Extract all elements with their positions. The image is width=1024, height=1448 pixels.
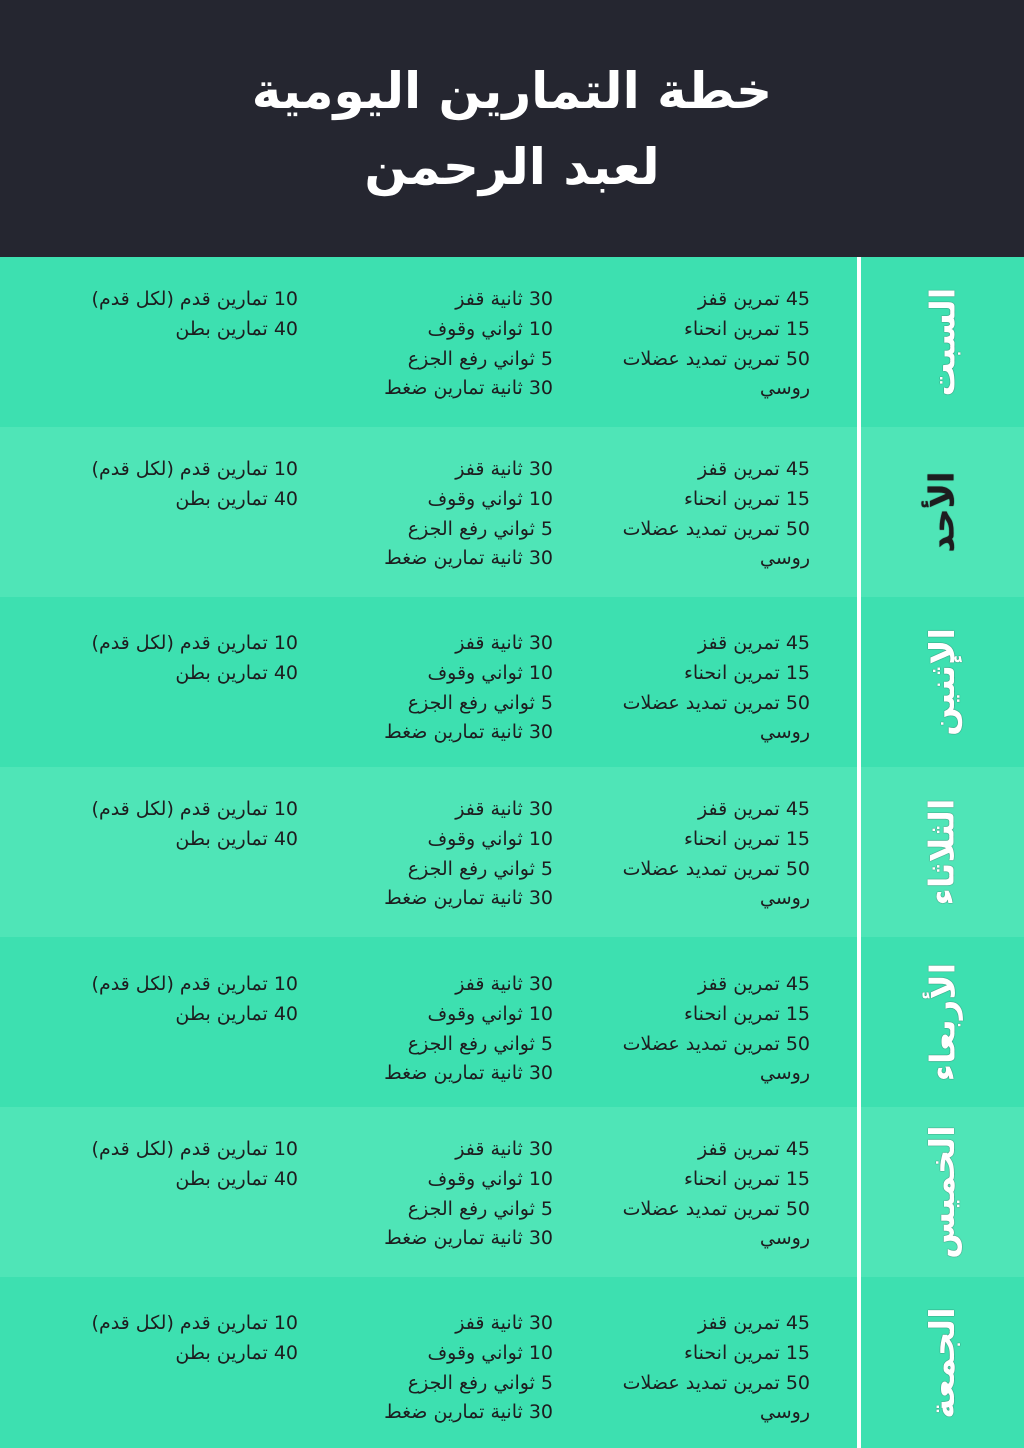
exercise-item: 30 ثانية تمارين ضغط <box>384 1062 553 1085</box>
day-label-saturday: السبت <box>922 287 963 397</box>
exercise-item: روسي <box>759 887 810 910</box>
exercise-column-3 <box>38 629 298 689</box>
exercise-column-1 <box>570 285 810 404</box>
exercise-item: 10 تمارين قدم (لكل قدم) <box>91 288 298 310</box>
exercise-column-1 <box>570 970 810 1089</box>
exercise-column-1 <box>570 455 810 574</box>
exercise-item: 40 تمارين بطن <box>175 1167 298 1190</box>
exercise-item: 10 ثواني وقوف <box>427 1341 553 1364</box>
exercise-item: 50 تمرين تمديد عضلات <box>622 1032 810 1055</box>
exercise-item: 50 تمرين تمديد عضلات <box>622 1371 810 1394</box>
exercise-item: 5 ثواني رفع الجزع <box>407 347 553 370</box>
day-row-wednesday <box>0 937 1024 1107</box>
exercise-item: 30 ثانية تمارين ضغط <box>384 721 553 744</box>
exercise-item: 45 تمرين قفز <box>698 288 810 310</box>
day-row-thursday <box>0 1107 1024 1277</box>
day-cell <box>862 937 1024 1107</box>
exercise-item: 50 تمرين تمديد عضلات <box>622 1197 810 1220</box>
exercise-item: 10 تمارين قدم (لكل قدم) <box>91 1138 298 1160</box>
exercise-item: 50 تمرين تمديد عضلات <box>622 347 810 370</box>
exercise-item: 50 تمرين تمديد عضلات <box>622 517 810 540</box>
exercise-column-2 <box>303 285 553 404</box>
exercise-item: روسي <box>759 547 810 570</box>
exercise-item: 50 تمرين تمديد عضلات <box>622 857 810 880</box>
exercise-item: 30 ثانية قفز <box>455 632 553 654</box>
exercise-item: 5 ثواني رفع الجزع <box>407 857 553 880</box>
exercise-item: 10 تمارين قدم (لكل قدم) <box>91 1312 298 1334</box>
day-row-saturday <box>0 257 1024 427</box>
exercise-item: 5 ثواني رفع الجزع <box>407 517 553 540</box>
page-title-line-2: لعبد الرحمن <box>364 137 660 196</box>
exercise-column-1 <box>570 795 810 914</box>
day-cell <box>862 257 1024 427</box>
exercise-column-1 <box>570 1135 810 1254</box>
exercise-column-3 <box>38 285 298 345</box>
day-label-wednesday: الأربعاء <box>923 962 963 1082</box>
exercise-item: 40 تمارين بطن <box>175 661 298 684</box>
exercise-item: 30 ثانية قفز <box>455 458 553 480</box>
exercise-item: 40 تمارين بطن <box>175 317 298 340</box>
exercise-item: 30 ثانية قفز <box>455 1312 553 1334</box>
day-label-sunday: الأحد <box>923 471 963 553</box>
exercise-item: 5 ثواني رفع الجزع <box>407 691 553 714</box>
exercise-item: 30 ثانية قفز <box>455 973 553 995</box>
day-label-monday: الإثنين <box>923 627 963 737</box>
exercise-item: 15 تمرين انحناء <box>683 487 810 510</box>
exercise-column-2 <box>303 629 553 748</box>
exercise-column-1 <box>570 629 810 748</box>
day-row-tuesday <box>0 767 1024 937</box>
exercise-column-3 <box>38 795 298 855</box>
exercise-column-3 <box>38 1309 298 1369</box>
exercise-item: 15 تمرين انحناء <box>683 1167 810 1190</box>
exercise-column-1 <box>570 1309 810 1428</box>
schedule-table <box>0 257 1024 1448</box>
exercise-item: 40 تمارين بطن <box>175 487 298 510</box>
exercise-item: 30 ثانية قفز <box>455 798 553 820</box>
day-cell <box>862 597 1024 767</box>
exercise-item: 10 ثواني وقوف <box>427 1002 553 1025</box>
exercise-item: 10 تمارين قدم (لكل قدم) <box>91 632 298 654</box>
column-divider <box>857 257 861 1448</box>
exercise-item: 10 تمارين قدم (لكل قدم) <box>91 798 298 820</box>
page-title-line-1: خطة التمارين اليومية <box>251 61 773 120</box>
exercise-column-2 <box>303 455 553 574</box>
exercise-item: 30 ثانية تمارين ضغط <box>384 887 553 910</box>
exercise-item: 5 ثواني رفع الجزع <box>407 1032 553 1055</box>
exercise-column-2 <box>303 970 553 1089</box>
exercise-column-3 <box>38 1135 298 1195</box>
exercise-item: 10 تمارين قدم (لكل قدم) <box>91 973 298 995</box>
exercise-item: 10 ثواني وقوف <box>427 827 553 850</box>
exercise-item: 15 تمرين انحناء <box>683 661 810 684</box>
exercise-item: 45 تمرين قفز <box>698 1312 810 1334</box>
exercise-item: 5 ثواني رفع الجزع <box>407 1371 553 1394</box>
exercise-item: 10 ثواني وقوف <box>427 317 553 340</box>
exercise-column-2 <box>303 1135 553 1254</box>
exercise-item: 15 تمرين انحناء <box>683 317 810 340</box>
exercise-item: 30 ثانية تمارين ضغط <box>384 1227 553 1250</box>
exercise-item: 15 تمرين انحناء <box>683 1002 810 1025</box>
exercise-item: 40 تمارين بطن <box>175 1341 298 1364</box>
exercise-item: 10 ثواني وقوف <box>427 661 553 684</box>
exercise-item: 45 تمرين قفز <box>698 458 810 480</box>
exercise-item: 45 تمرين قفز <box>698 1138 810 1160</box>
day-label-friday: الجمعة <box>923 1306 963 1419</box>
day-cell <box>862 427 1024 597</box>
day-cell <box>862 1107 1024 1277</box>
exercise-item: روسي <box>759 1401 810 1424</box>
exercise-item: 45 تمرين قفز <box>698 798 810 820</box>
day-label-tuesday: الثلاثاء <box>923 798 963 906</box>
day-row-sunday <box>0 427 1024 597</box>
exercise-item: 10 ثواني وقوف <box>427 1167 553 1190</box>
exercise-item: 40 تمارين بطن <box>175 1002 298 1025</box>
exercise-item: روسي <box>759 377 810 400</box>
exercise-item: 30 ثانية قفز <box>455 1138 553 1160</box>
exercise-item: 15 تمرين انحناء <box>683 1341 810 1364</box>
exercise-item: 50 تمرين تمديد عضلات <box>622 691 810 714</box>
day-cell <box>862 767 1024 937</box>
exercise-item: 30 ثانية تمارين ضغط <box>384 1401 553 1424</box>
exercise-column-2 <box>303 1309 553 1428</box>
exercise-item: 5 ثواني رفع الجزع <box>407 1197 553 1220</box>
exercise-item: 45 تمرين قفز <box>698 632 810 654</box>
exercise-item: روسي <box>759 1227 810 1250</box>
exercise-column-3 <box>38 455 298 515</box>
page-header <box>0 0 1024 257</box>
exercise-column-3 <box>38 970 298 1030</box>
day-row-friday <box>0 1277 1024 1448</box>
exercise-item: 30 ثانية تمارين ضغط <box>384 547 553 570</box>
exercise-item: روسي <box>759 721 810 744</box>
day-row-monday <box>0 597 1024 767</box>
exercise-item: 40 تمارين بطن <box>175 827 298 850</box>
exercise-item: 30 ثانية تمارين ضغط <box>384 377 553 400</box>
exercise-item: روسي <box>759 1062 810 1085</box>
exercise-item: 10 تمارين قدم (لكل قدم) <box>91 458 298 480</box>
exercise-item: 30 ثانية قفز <box>455 288 553 310</box>
day-cell <box>862 1277 1024 1448</box>
exercise-item: 45 تمرين قفز <box>698 973 810 995</box>
exercise-item: 10 ثواني وقوف <box>427 487 553 510</box>
exercise-column-2 <box>303 795 553 914</box>
exercise-item: 15 تمرين انحناء <box>683 827 810 850</box>
day-label-thursday: الخميس <box>922 1125 963 1259</box>
